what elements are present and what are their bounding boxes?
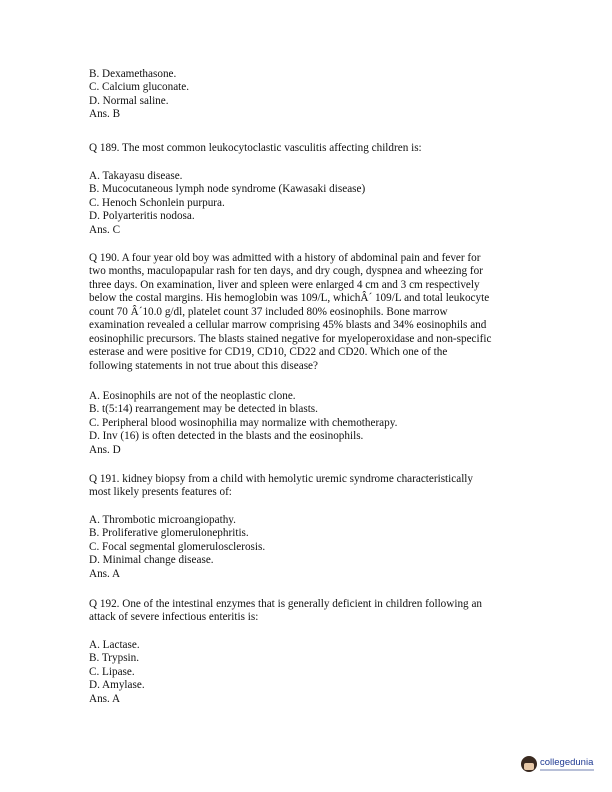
answer: Ans. C (89, 223, 121, 236)
option: B. Proliferative glomerulonephritis. (89, 527, 249, 540)
question-line: esterase and were positive for CD19, CD10, CD22 and CD20. Which one of the (89, 346, 448, 359)
option: B. t(5:14) rearrangement may be detected in blasts. (89, 403, 318, 416)
answer: Ans. B (89, 108, 121, 121)
answer: Ans. D (89, 443, 121, 456)
q192-question (89, 598, 529, 625)
option: D. Minimal change disease. (89, 554, 214, 567)
q189-options (89, 170, 529, 237)
question-line: most likely presents features of: (89, 486, 232, 499)
question-line: count 70 Â´10.0 g/dl, platelet count 37 included 80% eosinophils. Bone marrow (89, 305, 448, 318)
logo-text: collegedunia (540, 756, 594, 768)
option: C. Focal segmental glomerulosclerosis. (89, 540, 266, 553)
q191-options (89, 514, 529, 581)
logo-tagline (540, 769, 594, 771)
option: D. Inv (16) is often detected in the blasts and the eosinophils. (89, 430, 364, 443)
option: C. Henoch Schonlein purpura. (89, 196, 225, 209)
option: A. Thrombotic microangiopathy. (89, 514, 236, 526)
q192-options (89, 639, 529, 706)
q190-question (89, 252, 529, 373)
question-line: two months, maculopapular rash for ten days, and dry cough, dyspnea and wheezing for (89, 265, 483, 278)
q189-question (89, 142, 529, 155)
option: A. Takayasu disease. (89, 170, 183, 182)
mascot-icon (521, 756, 537, 772)
question-line: below the costal margins. His hemoglobin was 109/L, whichÂ´ 109/L and total leukocyte (89, 292, 490, 305)
q190-options (89, 390, 529, 457)
option: D. Polyarteritis nodosa. (89, 210, 195, 223)
option: D. Amylase. (89, 679, 145, 692)
question-line: Q 192. One of the intestinal enzymes that is generally deficient in children following an (89, 598, 483, 610)
option: C. Peripheral blood wosinophilia may normalize with chemotherapy. (89, 416, 398, 429)
option: C. Calcium gluconate. (89, 81, 190, 94)
question-line: Q 191. kidney biopsy from a child with hemolytic uremic syndrome characteristically (89, 473, 474, 485)
q188-tail (89, 68, 529, 122)
option: A. Eosinophils are not of the neoplastic clone. (89, 390, 296, 402)
option: A. Lactase. (89, 639, 140, 651)
answer: Ans. A (89, 567, 121, 580)
option: C. Lipase. (89, 665, 135, 678)
question-line: Q 189. The most common leukocytoclastic vasculitis affecting children is: (89, 142, 422, 154)
answer: Ans. A (89, 692, 121, 705)
question-line: examination revealed a cellular marrow comprising 45% blasts and 34% eosinophils and (89, 319, 487, 332)
question-line: eosinophilic precursors. The blasts stained negative for myeloperoxidase and non-specific (89, 332, 492, 345)
q191-question (89, 473, 529, 500)
question-line: following statements in not true about this disease? (89, 359, 318, 372)
question-line: three days. On examination, liver and spleen were enlarged 4 cm and 3 cm respectively (89, 278, 480, 291)
option: B. Mucocutaneous lymph node syndrome (Kawasaki disease) (89, 183, 366, 196)
option: B. Trypsin. (89, 652, 140, 665)
option: B. Dexamethasone. (89, 68, 177, 80)
collegedunia-logo (521, 756, 594, 772)
option: D. Normal saline. (89, 94, 169, 107)
question-line: attack of severe infectious enteritis is: (89, 611, 259, 624)
question-line: Q 190. A four year old boy was admitted with a history of abdominal pain and fever for (89, 252, 481, 264)
